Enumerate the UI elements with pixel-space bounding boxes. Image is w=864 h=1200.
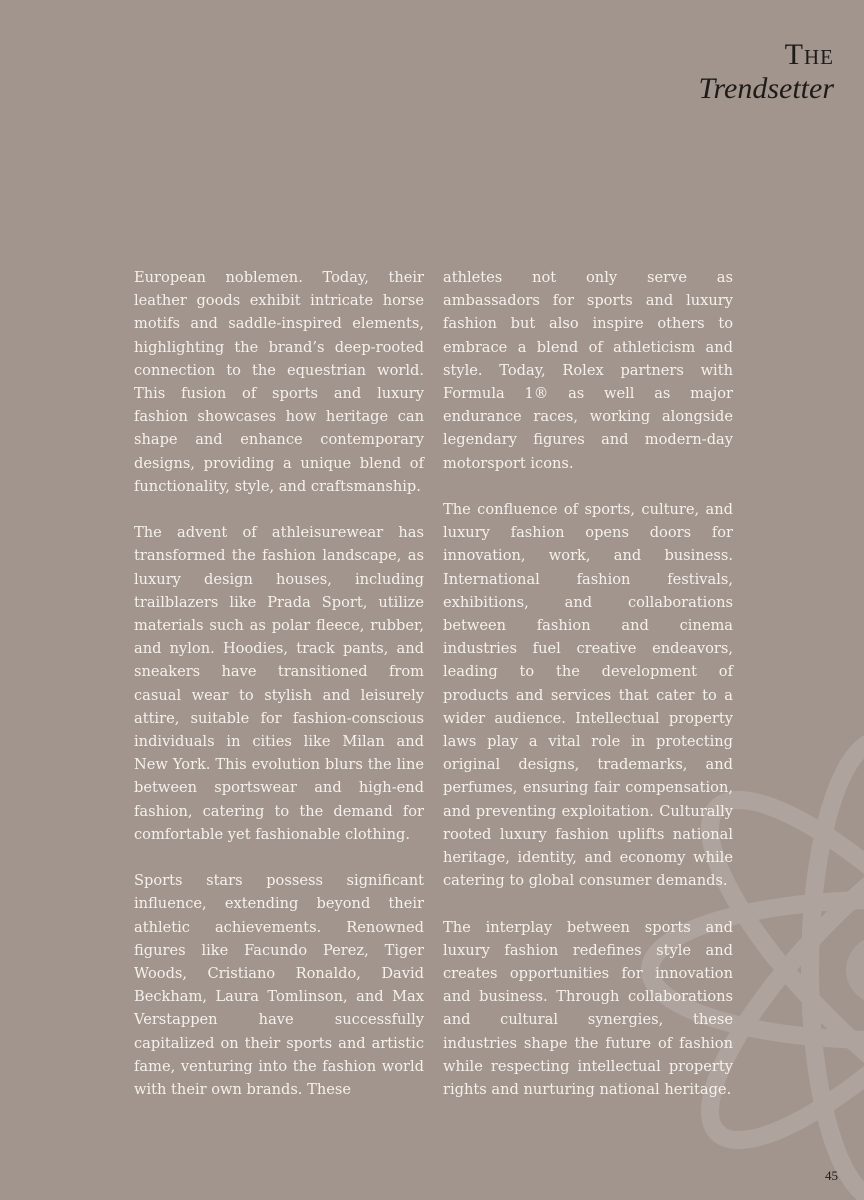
- paragraph: European noblemen. Today, their leather goods exhibit intricate horse motifs and saddle-inspired elements, highlighting the brand’s deep-rooted connection to the equestrian world. This fusion of sports and luxury fashion showcases how heritage can shape and enhance contemporary designs, providing a unique blend of functionality, style, and craftsmanship.: [134, 269, 424, 495]
- header-the: The: [784, 38, 834, 71]
- text-column-left: [134, 266, 424, 1124]
- text-column-right: [443, 266, 733, 1124]
- paragraph: The confluence of sports, culture, and luxury fashion opens doors for innovation, work, and business. International fashion festivals, exhibitions, and collaborations between fashion and cinema industries fuel creative endeavors, leading to the development of products and services that cater to a wider audience. Intellectual property laws play a vital role in protecting original designs, trademarks, and perfumes, ensuring fair compensation, and preventing exploitation. Culturally rooted luxury fashion uplifts national heritage, identity, and economy while catering to global consumer demands.: [443, 501, 733, 890]
- page-header: [698, 38, 834, 106]
- page-number: 45: [825, 1168, 838, 1183]
- header-trendsetter: Trendsetter: [698, 72, 834, 105]
- paragraph: athletes not only serve as ambassadors for sports and luxury fashion but also inspire others to embrace a blend of athleticism and style. Today, Rolex partners with Formula 1® as well as major endurance races, working alongside legendary figures and modern-day motorsport icons.: [443, 269, 733, 472]
- paragraph: The advent of athleisurewear has transformed the fashion landscape, as luxury design houses, including trailblazers like Prada Sport, utilize materials such as polar fleece, rubber, and nylon. Hoodies, track pants, and sneakers have transitioned from casual wear to stylish and leisurely attire, suitable for fashion-conscious individuals in cities like Milan and New York. This evolution blurs the line between sportswear and high-end fashion, catering to the demand for comfortable yet fashionable clothing.: [134, 524, 424, 843]
- paragraph: Sports stars possess significant influence, extending beyond their athletic achievements. Renowned figures like Facundo Perez, Tiger Woods, Cristiano Ronaldo, David Beckham, Laura Tomlinson, and Max Verstappen have successfully capitalized on their sports and artistic fame, venturing into the fashion world with their own brands. These: [134, 872, 424, 1099]
- paragraph: The interplay between sports and luxury fashion redefines style and creates opportunities for innovation and business. Through collaborations and cultural synergies, these industries shape the future of fashion while respecting intellectual property rights and nurturing national heritage.: [443, 918, 733, 1099]
